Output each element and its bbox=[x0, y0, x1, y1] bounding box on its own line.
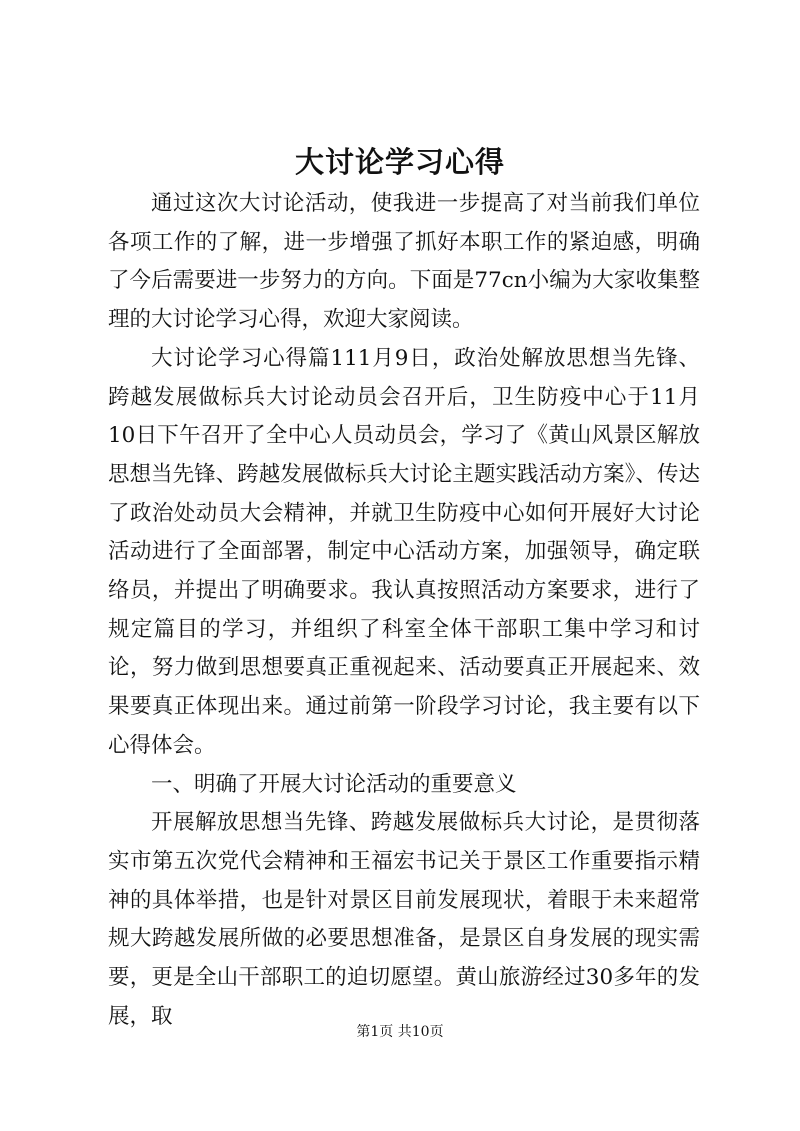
paragraph-body-1: 大讨论学习心得篇111月9日，政治处解放思想当先锋、跨越发展做标兵大讨论动员会召开后，卫生防疫中心于11月10日下午召开了全中心人员动员会，学习了《黄山风景区解放思想当先锋、跨越发展做标兵大讨论主题实践活动方案》、传达了政治处动员大会精神，并就卫生防疫中心如何开展好大讨论活动进行了全面部署，制定中心活动方案，加强领导，确定联络员，并提出了明确要求。我认真按照活动方案要求，进行了规定篇目的学习，并组织了科室全体干部职工集中学习和讨论，努力做到思想要真正重视起来、活动要真正开展起来、效果要真正体现出来。通过前第一阶段学习讨论，我主要有以下心得体会。 bbox=[108, 345, 700, 758]
page-total: 共10页 bbox=[397, 1024, 444, 1040]
document-title: 大讨论学习心得 bbox=[294, 145, 505, 179]
paragraph-intro: 通过这次大讨论活动，使我进一步提高了对当前我们单位各项工作的了解，进一步增强了抓好本职工作的紧迫感，明确了今后需要进一步努力的方向。下面是77cn小编为大家收集整理的大讨论学习心得，欢迎大家阅读。 bbox=[108, 191, 700, 333]
page-footer bbox=[0, 1022, 800, 1042]
page-number: 第1页 bbox=[356, 1024, 394, 1040]
section-heading: 一、明确了开展大讨论活动的重要意义 bbox=[151, 771, 517, 797]
document-body bbox=[108, 185, 700, 1036]
paragraph-body-2: 开展解放思想当先锋、跨越发展做标兵大讨论，是贯彻落实市第五次党代会精神和王福宏书记关于景区工作重要指示精神的具体举措，也是针对景区目前发展现状，着眼于未来超常规大跨越发展所做的必要思想准备，是景区自身发展的现实需要，更是全山干部职工的迫切愿望。黄山旅游经过30多年的发展，取 bbox=[108, 810, 700, 1029]
